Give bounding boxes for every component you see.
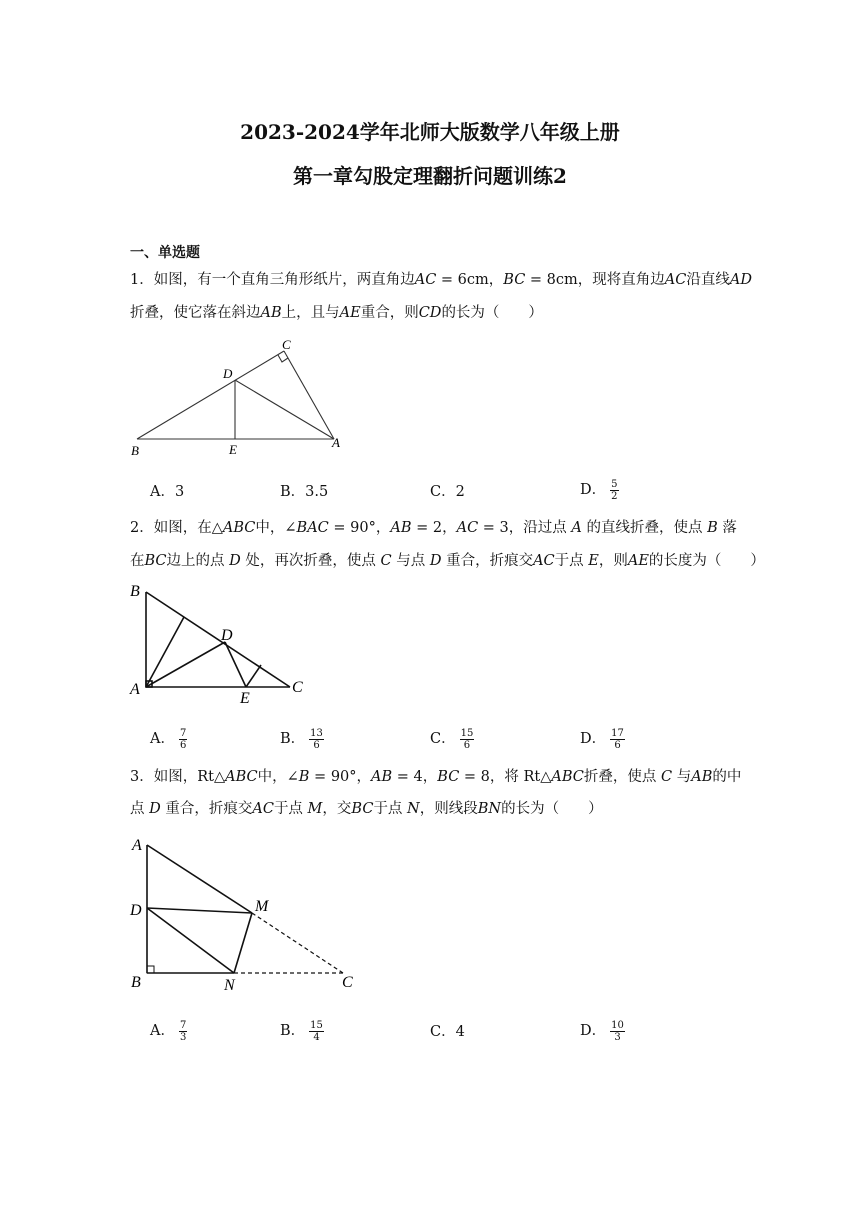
q3-option-b: B． $\frac{15}{4}$ [280, 1019, 323, 1043]
q2-option-c: C． $\frac{15}{6}$ [430, 727, 474, 751]
q3-dashed-mc [252, 913, 343, 973]
q3-label-c: C [342, 974, 353, 991]
q1-option-b: B．3.5 [280, 484, 329, 500]
question-1-line-1: 1．如图，有一个直角三角形纸片，两直角边AC = 6cm，BC = 8cm，现将直角边AC沿直线AD [130, 272, 752, 288]
q2-label-b: B [130, 583, 140, 600]
q2-label-a: A [130, 681, 140, 698]
q3-label-a: A [132, 837, 142, 854]
question-3-line-1: 3．如图，Rt△ABC中，∠B = 90°，AB = 4，BC = 8，将 Rt△ABC折叠，使点 C 与AB的中 [130, 769, 742, 785]
q1-option-c: C．2 [430, 484, 465, 500]
q2-option-b: B． $\frac{13}{6}$ [280, 727, 323, 751]
question-2-line-1: 2．如图，在△ABC中，∠BAC = 90°，AB = 2，AC = 3，沿过点 A 的直线折叠，使点 B 落 [130, 520, 737, 536]
q3-line-dm [147, 908, 252, 913]
q2-label-c: C [292, 679, 303, 696]
q1-option-d: D． $\frac{5}{2}$ [580, 478, 618, 502]
section-heading: 一、单选题 [130, 245, 200, 261]
q3-right-angle-mark [147, 966, 154, 973]
page-subtitle: 第一章勾股定理翻折问题训练2 [293, 164, 567, 188]
page-title: 2023-2024学年北师大版数学八年级上册 [240, 120, 620, 144]
q3-line-dn [147, 908, 234, 973]
q3-option-d: D． $\frac{10}{3}$ [580, 1019, 624, 1043]
q1-option-a: A．3 [150, 484, 185, 500]
q3-label-d: D [130, 902, 142, 919]
q3-line-am [147, 845, 252, 913]
q1-label-d: D [223, 366, 233, 381]
question-3-line-2: 点 D 重合，折痕交AC于点 M，交BC于点 N，则线段BN的长为（ ） [130, 801, 603, 817]
question-2-line-2: 在BC边上的点 D 处，再次折叠，使点 C 与点 D 重合，折痕交AC于点 E，则AE的长度为（ ） [130, 553, 765, 569]
q3-label-b: B [131, 974, 141, 991]
q3-line-mn [234, 913, 252, 973]
q1-label-e: E [229, 442, 237, 457]
q3-label-n: N [224, 977, 235, 994]
q1-label-a: A [332, 435, 340, 450]
q3-label-m: M [255, 898, 269, 915]
question-1-line-2: 折叠，使它落在斜边AB上，且与AE重合，则CD的长为（ ） [130, 305, 543, 321]
q1-label-c: C [282, 337, 291, 352]
q2-label-e: E [240, 690, 250, 707]
q1-label-b: B [131, 443, 139, 458]
q3-option-c: C．4 [430, 1024, 465, 1040]
q2-label-d: D [221, 627, 233, 644]
q2-option-a: A． $\frac{7}{6}$ [150, 727, 187, 751]
q2-option-d: D． $\frac{17}{6}$ [580, 727, 624, 751]
q3-option-a: A． $\frac{7}{3}$ [150, 1019, 187, 1043]
